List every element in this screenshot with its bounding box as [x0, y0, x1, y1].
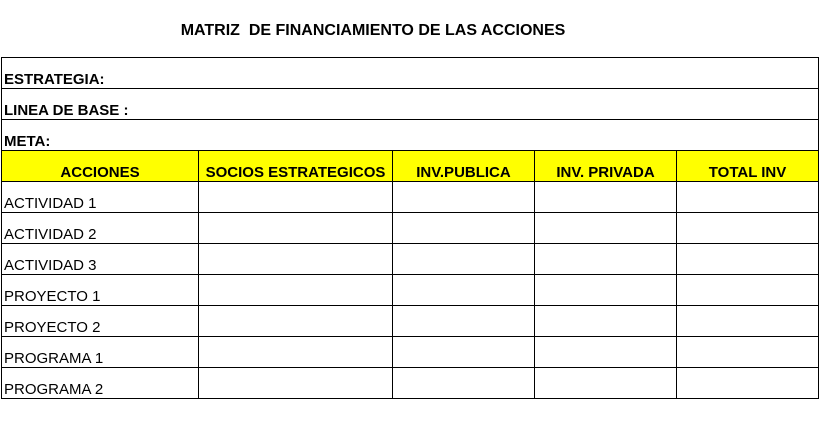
cell-inv-publica[interactable]	[393, 337, 535, 368]
cell-inv-privada[interactable]	[535, 275, 677, 306]
header-inv-privada[interactable]: INV. PRIVADA	[535, 151, 677, 182]
baseline-row	[2, 89, 819, 120]
table-row	[2, 306, 819, 337]
cell-inv-publica[interactable]	[393, 368, 535, 399]
strategy-label[interactable]: ESTRATEGIA:	[2, 58, 819, 89]
cell-inv-publica[interactable]	[393, 244, 535, 275]
cell-inv-privada[interactable]	[535, 306, 677, 337]
cell-inv-privada[interactable]	[535, 337, 677, 368]
goal-label[interactable]: META:	[2, 120, 819, 151]
header-socios-estrategicos[interactable]: SOCIOS ESTRATEGICOS	[199, 151, 393, 182]
cell-inv-privada[interactable]	[535, 244, 677, 275]
table-row	[2, 337, 819, 368]
column-header-row	[2, 151, 819, 182]
cell-total-inv[interactable]	[677, 306, 819, 337]
table-row	[2, 275, 819, 306]
table-row	[2, 182, 819, 213]
matrix-title: MATRIZ DE FINANCIAMIENTO DE LAS ACCIONES	[180, 22, 566, 39]
cell-socios[interactable]	[199, 244, 393, 275]
cell-inv-publica[interactable]	[393, 182, 535, 213]
cell-total-inv[interactable]	[677, 213, 819, 244]
cell-socios[interactable]	[199, 306, 393, 337]
cell-socios[interactable]	[199, 213, 393, 244]
cell-total-inv[interactable]	[677, 275, 819, 306]
cell-socios[interactable]	[199, 337, 393, 368]
cell-total-inv[interactable]	[677, 337, 819, 368]
table-row	[2, 213, 819, 244]
table-row	[2, 368, 819, 399]
cell-socios[interactable]	[199, 368, 393, 399]
row-label-programa-1[interactable]: PROGRAMA 1	[2, 337, 199, 368]
row-label-proyecto-1[interactable]: PROYECTO 1	[2, 275, 199, 306]
row-label-actividad-3[interactable]: ACTIVIDAD 3	[2, 244, 199, 275]
cell-inv-publica[interactable]	[393, 275, 535, 306]
strategy-row	[2, 58, 819, 89]
cell-socios[interactable]	[199, 182, 393, 213]
table-row	[2, 244, 819, 275]
cell-inv-publica[interactable]	[393, 213, 535, 244]
header-inv-publica[interactable]: INV.PUBLICA	[393, 151, 535, 182]
cell-inv-publica[interactable]	[393, 306, 535, 337]
row-label-proyecto-2[interactable]: PROYECTO 2	[2, 306, 199, 337]
cell-inv-privada[interactable]	[535, 368, 677, 399]
goal-row	[2, 120, 819, 151]
cell-inv-privada[interactable]	[535, 213, 677, 244]
baseline-label[interactable]: LINEA DE BASE :	[2, 89, 819, 120]
row-label-programa-2[interactable]: PROGRAMA 2	[2, 368, 199, 399]
cell-total-inv[interactable]	[677, 368, 819, 399]
cell-inv-privada[interactable]	[535, 182, 677, 213]
cell-socios[interactable]	[199, 275, 393, 306]
financing-matrix-table	[1, 57, 819, 399]
cell-total-inv[interactable]	[677, 244, 819, 275]
row-label-actividad-1[interactable]: ACTIVIDAD 1	[2, 182, 199, 213]
header-acciones[interactable]: ACCIONES	[2, 151, 199, 182]
header-total-inv[interactable]: TOTAL INV	[677, 151, 819, 182]
row-label-actividad-2[interactable]: ACTIVIDAD 2	[2, 213, 199, 244]
cell-total-inv[interactable]	[677, 182, 819, 213]
